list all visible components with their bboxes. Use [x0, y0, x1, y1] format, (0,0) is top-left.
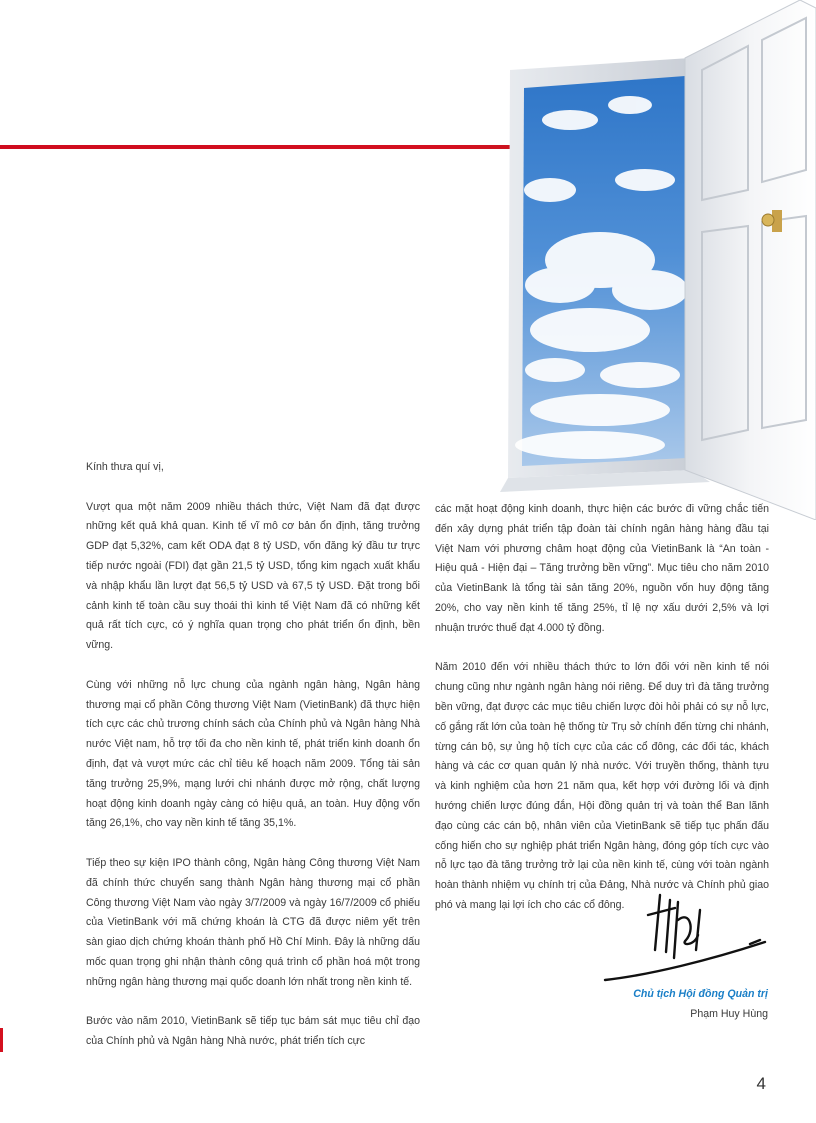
- signatory-title: Chủ tịch Hội đồng Quản trị: [633, 988, 768, 1000]
- letter-right-column: [435, 500, 769, 936]
- left-paragraph-2: Cùng với những nỗ lực chung của ngành ngân hàng, Ngân hàng thương mại cổ phần Công thương Việt Nam (VietinBank) đã thực hiện tích cực các chủ trương chính sách của Chính phủ và Ngân hàng Nhà nước Việt nam, hỗ trợ tối đa cho nền kinh tế, phát triển kinh doanh ổn định, đạt và vượt mức các chỉ tiêu kế hoạch năm 2009. Tổng tài sản tăng trưởng 25,9%, mạng lưới chi nhánh được mở rộng, chất lượng hoạt động kinh doanh ngày càng có hiệu quả, an toàn. Huy động vốn tăng 26,1%, cho vay nền kinh tế tăng 35,1%.: [86, 678, 420, 830]
- open-door-sky-illustration: [480, 0, 816, 520]
- right-paragraph-1: các mặt hoạt động kinh doanh, thực hiện các bước đi vững chắc tiến đến xây dựng phát triển tập đoàn tài chính ngân hàng hàng đầu tại Việt Nam với phương châm hoạt động của VietinBank là “An toàn - Hiệu quả - Hiện đại – Tăng trưởng bền vững”. Mục tiêu cho năm 2010 của VietinBank là tổng tài sản tăng 20%, nguồn vốn huy động tăng 20%, cho vay nền kinh tế tăng 25%, tỉ lệ nợ xấu dưới 2,5% và lợi nhuận trước thuế đạt 4.000 tỷ đồng.: [435, 503, 769, 634]
- red-header-line: [0, 145, 530, 149]
- handwritten-signature: [600, 880, 775, 990]
- left-paragraph-4: Bước vào năm 2010, VietinBank sẽ tiếp tục bám sát mục tiêu chỉ đạo của Chính phủ và Ngân hàng Nhà nước, phát triển tích cực: [86, 1015, 420, 1048]
- letter-left-column: [86, 458, 420, 1072]
- page-number: 4: [756, 1074, 766, 1093]
- left-paragraph-1: Vượt qua một năm 2009 nhiều thách thức, Việt Nam đã đạt được những kết quả khả quan. Kinh tế vĩ mô cơ bản ổn định, tăng trưởng GDP đạt 5,32%, cam kết ODA đạt 8 tỷ USD, vốn đăng ký đầu tư trực tiếp nước ngoài (FDI) đạt gần 21,5 tỷ USD, tổng kim ngạch xuất khẩu và nhập khẩu lần lượt đạt 56,5 tỷ USD và 67,5 tỷ USD. Đặt trong bối cảnh kinh tế toàn cầu suy thoái thì kinh tế Việt Nam đã có những kết quả rất tích cực, có ý nghĩa quan trọng cho phát triển ổn định, bền vững.: [86, 500, 420, 652]
- left-paragraph-3: Tiếp theo sự kiện IPO thành công, Ngân hàng Công thương Việt Nam đã chính thức chuyển sang thành Ngân hàng thương mại cổ phần Công thương Việt Nam vào ngày 3/7/2009 và ngày 16/7/2009 cổ phiếu của VietinBank với mã chứng khoán là CTG đã được niêm yết trên sàn giao dịch chứng khoán thành phố Hồ Chí Minh. Đây là những dấu mốc quan trọng ghi nhận thành công quá trình cổ phần hoá một trong những ngân hàng thương mại quốc doanh lớn nhất trong nền kinh tế.: [86, 856, 420, 988]
- right-paragraph-2: Năm 2010 đến với nhiều thách thức to lớn đối với nền kinh tế nói chung cũng như ngành ngân hàng nói riêng. Để duy trì đà tăng trưởng bền vững, đạt được các mục tiêu chiến lược đòi hỏi phải có sự nỗ lực, cố gắng rất lớn của toàn hệ thống từ Trụ sở chính đến từng chi nhánh, từng cán bộ, sự ủng hộ tích cực của các cổ đông, các đối tác, khách hàng và các cơ quan quản lý nhà nước. Với truyền thống, thành tựu và kinh nghiệm của hơn 21 năm qua, kết hợp với đường lối và định hướng chiến lược đúng đắn, Hội đồng quản trị và toàn thể Ban lãnh đạo cùng các cán bộ, nhân viên của VietinBank sẽ tiếp tục phấn đấu cống hiến cho sự nghiệp phát triển Ngân hàng, đóng góp tích cực vào nỗ lực tạo đà tăng trưởng trở lại của nền kinh tế, cùng với toàn ngành hoàn thành nhiệm vụ chính trị của Đảng, Nhà nước và Chính phủ giao phó và mang lại lợi ích cho các cổ đông.: [435, 661, 769, 911]
- salutation: Kính thưa quí vị,: [86, 461, 164, 473]
- signatory-name: Phạm Huy Hùng: [690, 1008, 768, 1020]
- red-edge-marker: [0, 1028, 3, 1052]
